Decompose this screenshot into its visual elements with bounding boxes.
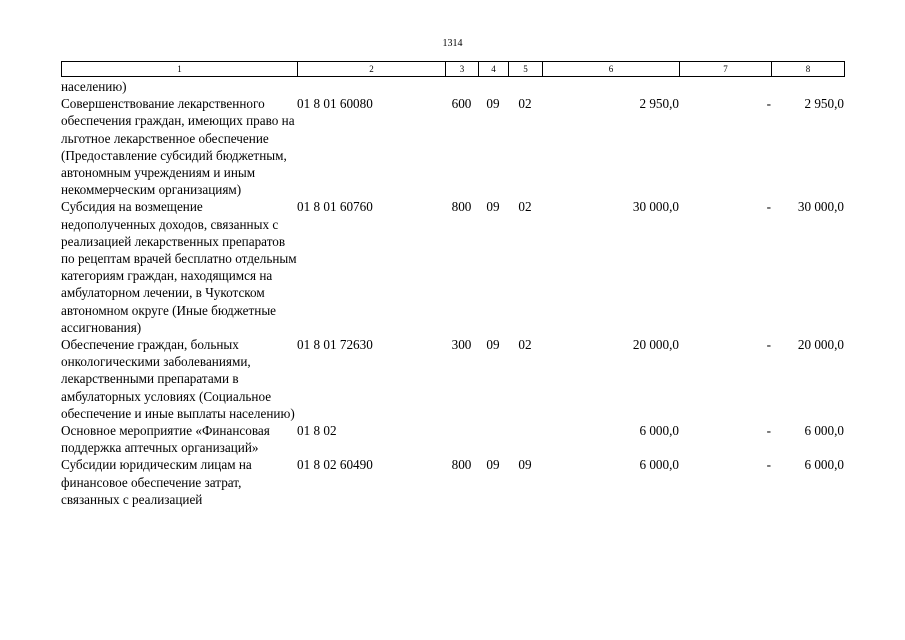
row-value-7: - <box>766 423 771 439</box>
row-value-8 <box>771 78 844 95</box>
row-pr: 02 <box>518 337 532 353</box>
row-pr: 02 <box>518 199 532 215</box>
row-rz <box>478 422 508 456</box>
row-pr <box>508 78 542 95</box>
row-value-6: 30 000,0 <box>632 199 679 215</box>
row-name: Обеспечение граждан, больных онкологическими заболеваниями, лекарственными препаратами в амбулаторных условиях (Социальное обеспечение и иные выплаты населению) <box>61 337 295 421</box>
row-name: Субсидия на возмещение недополученных доходов, связанных с реализацией лекарственных препаратов по рецептам врачей бесплатно отдельным категориям граждан, находящимся на амбулаторном лечении, в Чукотском автономном округе (Иные бюджетные ассигнования) <box>61 199 297 335</box>
row-vr <box>445 422 478 456</box>
row-code: 01 8 02 <box>297 423 337 439</box>
row-value-8: 6 000,0 <box>804 457 844 473</box>
row-value-7: - <box>766 457 771 473</box>
header-col-7: 7 <box>680 62 772 77</box>
row-vr: 800 <box>451 199 472 215</box>
row-value-8: 2 950,0 <box>804 96 844 112</box>
row-name: населению) <box>61 79 127 94</box>
table-row <box>61 78 844 95</box>
row-value-7: - <box>766 337 771 353</box>
row-value-7: - <box>766 199 771 215</box>
row-value-8: 20 000,0 <box>797 337 844 353</box>
row-vr: 300 <box>451 337 472 353</box>
row-vr: 800 <box>451 457 472 473</box>
row-value-6 <box>542 78 679 95</box>
header-col-8: 8 <box>772 62 845 77</box>
row-code: 01 8 01 60080 <box>297 96 373 112</box>
row-rz: 09 <box>486 199 500 215</box>
row-value-7: - <box>766 96 771 112</box>
column-number-header <box>61 61 845 77</box>
row-rz <box>478 78 508 95</box>
table-row <box>61 456 844 508</box>
row-value-6: 20 000,0 <box>632 337 679 353</box>
row-name: Основное мероприятие «Финансовая поддержка аптечных организаций» <box>61 423 270 456</box>
row-pr <box>508 422 542 456</box>
row-code: 01 8 01 72630 <box>297 337 373 353</box>
table-row <box>61 336 844 422</box>
row-code <box>297 78 445 95</box>
row-vr <box>445 78 478 95</box>
header-col-3: 3 <box>446 62 479 77</box>
row-rz: 09 <box>486 337 500 353</box>
header-col-4: 4 <box>479 62 509 77</box>
row-value-8: 6 000,0 <box>804 423 844 439</box>
header-col-1: 1 <box>62 62 298 77</box>
table-row <box>61 95 844 198</box>
row-value-6: 6 000,0 <box>639 457 679 473</box>
row-code: 01 8 01 60760 <box>297 199 373 215</box>
budget-table <box>61 78 844 508</box>
table-row <box>61 422 844 456</box>
row-name: Совершенствование лекарственного обеспечения граждан, имеющих право на льготное лекарственное обеспечение (Предоставление субсидий бюджетным, автономным учреждениям и иным некоммерческим организациям) <box>61 96 295 198</box>
row-value-7 <box>679 78 771 95</box>
header-col-2: 2 <box>298 62 446 77</box>
row-rz: 09 <box>486 457 500 473</box>
row-pr: 09 <box>518 457 532 473</box>
row-name: Субсидии юридическим лицам на финансовое обеспечение затрат, связанных с реализацией <box>61 457 252 507</box>
row-value-6: 2 950,0 <box>639 96 679 112</box>
row-pr: 02 <box>518 96 532 112</box>
row-rz: 09 <box>486 96 500 112</box>
table-row <box>61 198 844 336</box>
row-code: 01 8 02 60490 <box>297 457 373 473</box>
row-value-8: 30 000,0 <box>797 199 844 215</box>
row-vr: 600 <box>451 96 472 112</box>
page-number: 1314 <box>442 38 463 49</box>
header-col-5: 5 <box>509 62 543 77</box>
header-col-6: 6 <box>543 62 680 77</box>
row-value-6: 6 000,0 <box>639 423 679 439</box>
